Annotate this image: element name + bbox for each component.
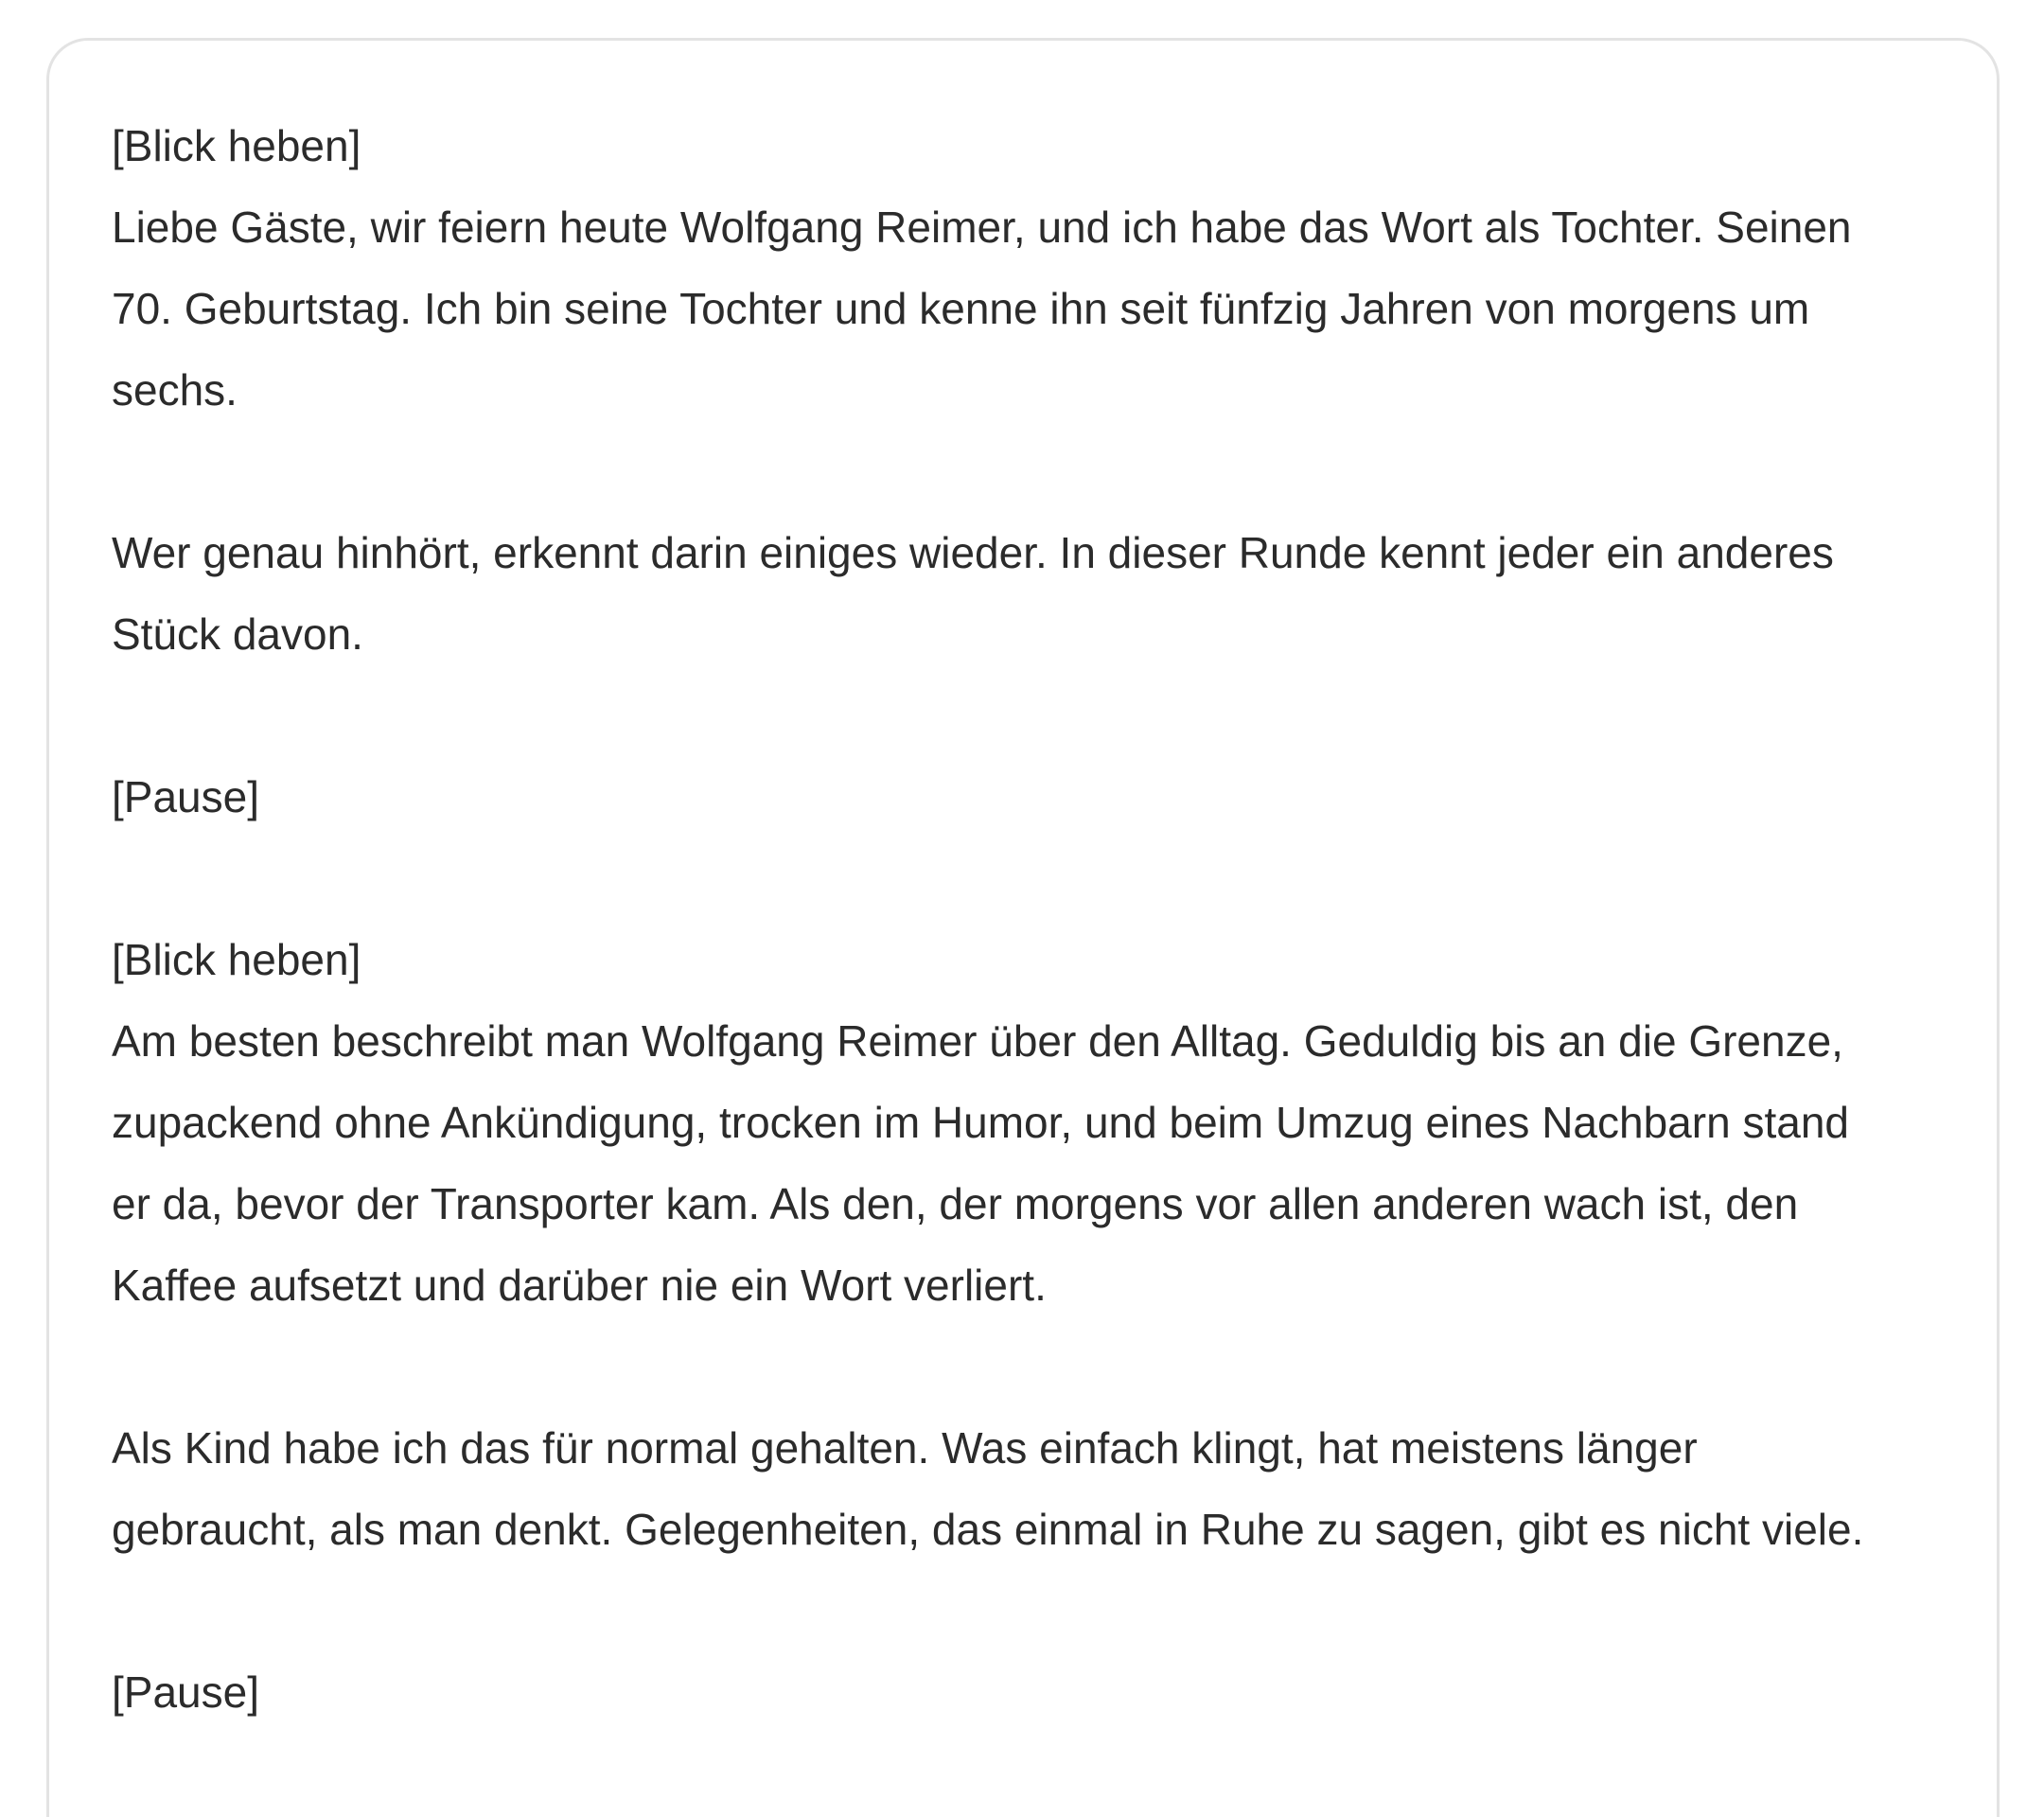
text-line: Liebe Gäste, wir feiern heute Wolfgang Reimer, und ich habe das Wort als Tochter. Seinen — [112, 203, 1852, 252]
stage-cue: [Blick heben] — [112, 935, 361, 984]
text-line: sechs. — [112, 365, 238, 415]
text-line: Kaffee aufsetzt und darüber nie ein Wort verliert. — [112, 1261, 1047, 1310]
paragraph-3 — [112, 756, 1966, 838]
text-line: Stück davon. — [112, 609, 363, 659]
paragraph-6 — [112, 1651, 1966, 1733]
stage-cue: [Blick heben] — [112, 121, 361, 170]
paragraph-5 — [112, 1407, 1966, 1570]
paragraph-2 — [112, 512, 1966, 675]
stage-cue: [Pause] — [112, 772, 259, 821]
text-line: gebraucht, als man denkt. Gelegenheiten, das einmal in Ruhe zu sagen, gibt es nicht viele. — [112, 1505, 1864, 1554]
speech-text — [112, 105, 1966, 1814]
stage-cue: [Pause] — [112, 1667, 259, 1717]
text-line: Als Kind habe ich das für normal gehalten. Was einfach klingt, hat meistens länger — [112, 1423, 1698, 1473]
text-line: zupackend ohne Ankündigung, trocken im Humor, und beim Umzug eines Nachbarn stand — [112, 1098, 1849, 1147]
text-line: Am besten beschreibt man Wolfgang Reimer über den Alltag. Geduldig bis an die Grenze, — [112, 1016, 1843, 1066]
text-line: 70. Geburtstag. Ich bin seine Tochter und kenne ihn seit fünfzig Jahren von morgens um — [112, 284, 1810, 333]
text-line: Wer genau hinhört, erkennt darin einiges wieder. In dieser Runde kennt jeder ein anderes — [112, 528, 1834, 577]
paragraph-1 — [112, 105, 1966, 431]
text-line: er da, bevor der Transporter kam. Als den, der morgens vor allen anderen wach ist, den — [112, 1179, 1799, 1228]
paragraph-4 — [112, 919, 1966, 1326]
